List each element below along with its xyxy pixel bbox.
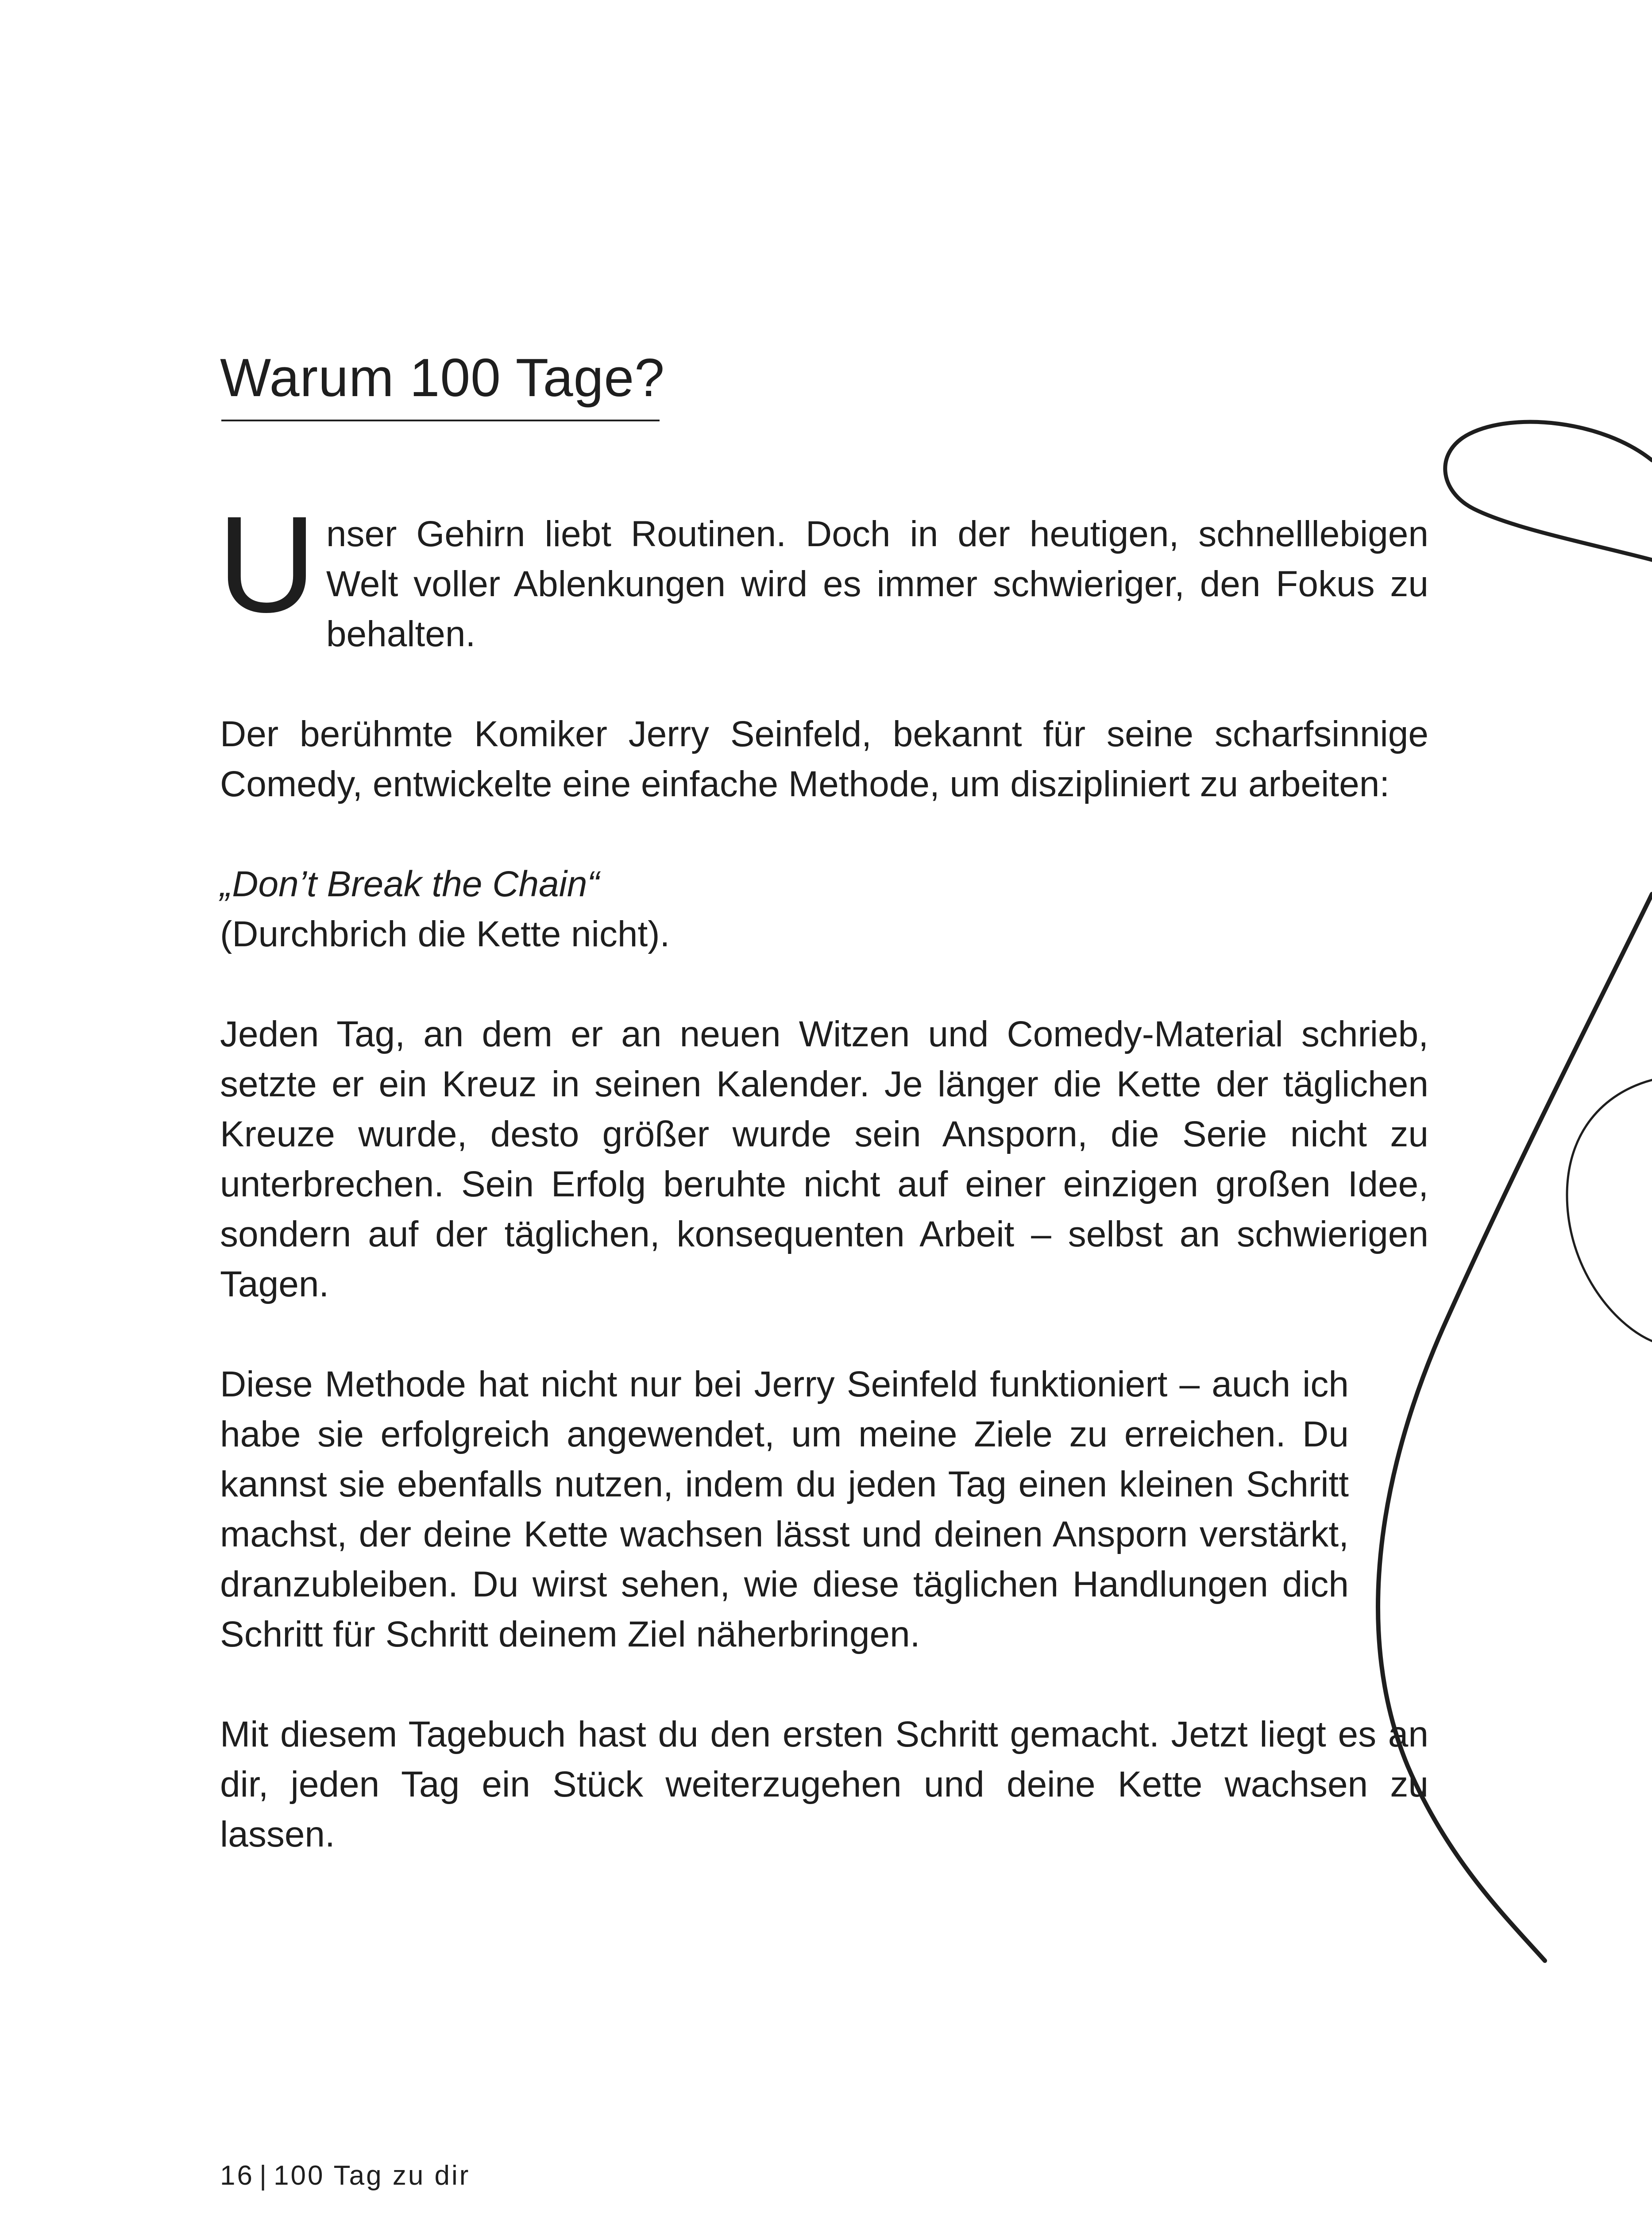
seinfeld-paragraph: Der berühmte Komiker Jerry Seinfeld, bekannt für seine scharfsinnige Comedy, entwickelte eine einfache Methode, um diszipliniert zu arbeiten: bbox=[220, 714, 1428, 804]
swirl-top-loop bbox=[1445, 422, 1652, 560]
dropcap-letter: U bbox=[217, 487, 317, 641]
swirl-inner-curve bbox=[1567, 1080, 1652, 1341]
page-heading: Warum 100 Tage? bbox=[220, 347, 665, 408]
footer-separator: | bbox=[259, 2160, 269, 2191]
intro-paragraph bbox=[217, 487, 1428, 659]
quote-title: „Don’t Break the Chain“ bbox=[220, 864, 599, 904]
personal-paragraph: Diese Methode hat nicht nur bei Jerry Seinfeld funktioniert – auch ich habe sie erfolgreich angewendet, um meine Ziele zu erreichen. Du kannst sie ebenfalls nutzen, indem du jeden Tag einen kleinen Schritt machst, der deine Kette wachsen lässt und deinen Ansporn verstärkt, dranzubleiben. Du wirst sehen, wie diese täglichen Handlungen dich Schritt für Schritt deinem Ziel näherbringen. bbox=[220, 1364, 1349, 1654]
quote-block bbox=[220, 859, 1428, 959]
closing-paragraph: Mit diesem Tagebuch hast du den ersten Schritt gemacht. Jetzt liegt es an dir, jeden Tag ein Stück weiterzugehen und deine Kette wachsen zu lassen. bbox=[220, 1714, 1428, 1854]
body-text-block bbox=[217, 487, 1428, 1859]
method-paragraph: Jeden Tag, an dem er an neuen Witzen und Comedy-Material schrieb, setzte er ein Kreuz in seinen Kalender. Je länger die Kette der täglichen Kreuze wurde, desto größer wurde sein Ansporn, die Serie nicht zu unterbrechen. Sein Erfolg beruhte nicht auf einer einzigen großen Idee, sondern auf der täglichen, konsequenten Arbeit – selbst an schwierigen Tagen. bbox=[220, 1014, 1428, 1304]
page-number: 16 bbox=[220, 2160, 254, 2191]
page-footer bbox=[220, 2160, 470, 2191]
heading-underline bbox=[221, 420, 660, 421]
quote-translation: (Durchbrich die Kette nicht). bbox=[220, 914, 670, 954]
intro-paragraph-text: nser Gehirn liebt Routinen. Doch in der heutigen, schnelllebigen Welt voller Ablenkungen wird es immer schwieriger, den Fokus zu behalten. bbox=[326, 514, 1428, 654]
book-title: 100 Tag zu dir bbox=[274, 2160, 471, 2191]
